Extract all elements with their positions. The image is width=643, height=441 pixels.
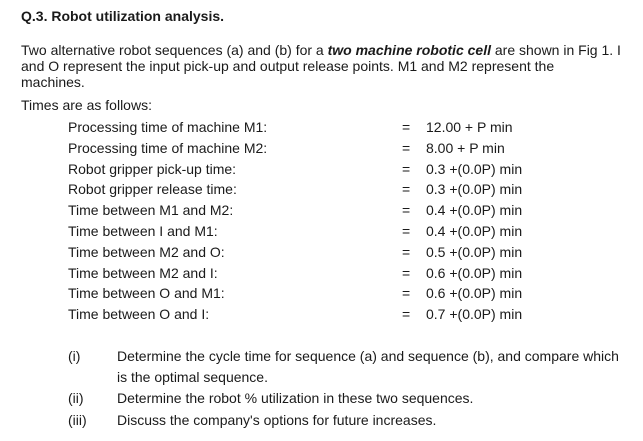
- time-label: Time between O and I:: [68, 306, 210, 323]
- time-value: 0.3 +(0.0P) min: [426, 181, 523, 198]
- time-value: 12.00 + P min: [426, 119, 513, 135]
- time-value: 0.7 +(0.0P) min: [426, 306, 523, 323]
- time-label: Processing time of machine M1:: [68, 119, 268, 135]
- question-number: (iii): [68, 411, 87, 428]
- intro-text-before: Two alternative robot sequences (a) and (b) for a: [21, 42, 328, 58]
- equals-sign: =: [402, 222, 411, 239]
- times-label: Times are as follows:: [21, 97, 152, 113]
- time-label: Time between M1 and M2:: [68, 202, 234, 219]
- time-value: 0.3 +(0.0P) min: [426, 160, 523, 177]
- intro-text-after: are shown in Fig 1. I and O represent the input pick-up and output release points. M1 and M2 represent the machines.: [21, 42, 621, 90]
- time-label: Robot gripper release time:: [68, 181, 237, 198]
- time-row: [68, 200, 538, 221]
- questions-list: [68, 346, 628, 431]
- equals-sign: =: [402, 243, 411, 260]
- equals-sign: =: [402, 306, 411, 323]
- time-row: [68, 242, 538, 263]
- time-row: [68, 179, 538, 200]
- time-label: Time between M2 and O:: [68, 243, 225, 260]
- question-heading: Q.3. Robot utilization analysis.: [21, 8, 225, 24]
- equals-sign: =: [402, 139, 411, 156]
- time-row: [68, 159, 538, 180]
- time-value: 0.6 +(0.0P) min: [426, 264, 523, 281]
- intro-paragraph: [21, 42, 621, 90]
- question-number: (ii): [68, 390, 84, 406]
- equals-sign: =: [402, 264, 411, 281]
- time-value: 0.4 +(0.0P) min: [426, 202, 523, 219]
- intro-emphasis: two machine robotic cell: [327, 42, 491, 58]
- equals-sign: =: [402, 119, 411, 135]
- time-label: Processing time of machine M2:: [68, 139, 268, 156]
- question-text: Determine the cycle time for sequence (a) and sequence (b), and compare which is the optimal sequence.: [117, 348, 619, 385]
- equals-sign: =: [402, 160, 411, 177]
- time-label: Time between O and M1:: [68, 285, 225, 302]
- time-value: 8.00 + P min: [426, 139, 505, 156]
- question-number: (i): [68, 348, 81, 364]
- time-row: [68, 138, 538, 159]
- time-row: [68, 283, 538, 304]
- time-row: [68, 221, 538, 242]
- times-list: [68, 117, 538, 325]
- equals-sign: =: [402, 181, 411, 198]
- time-row: [68, 304, 538, 325]
- time-value: 0.5 +(0.0P) min: [426, 243, 523, 260]
- time-value: 0.6 +(0.0P) min: [426, 285, 523, 302]
- question-text: Discuss the company's options for future increases.: [117, 411, 437, 428]
- question-item: [68, 388, 628, 409]
- equals-sign: =: [402, 202, 411, 219]
- time-value: 0.4 +(0.0P) min: [426, 222, 523, 239]
- time-label: Time between I and M1:: [68, 222, 218, 239]
- question-text: Determine the robot % utilization in these two sequences.: [117, 390, 474, 406]
- time-label: Robot gripper pick-up time:: [68, 160, 237, 177]
- time-row: [68, 263, 538, 284]
- question-item: [68, 410, 628, 431]
- question-item: [68, 346, 628, 387]
- time-label: Time between M2 and I:: [68, 264, 218, 281]
- equals-sign: =: [402, 285, 411, 302]
- time-row: [68, 117, 538, 138]
